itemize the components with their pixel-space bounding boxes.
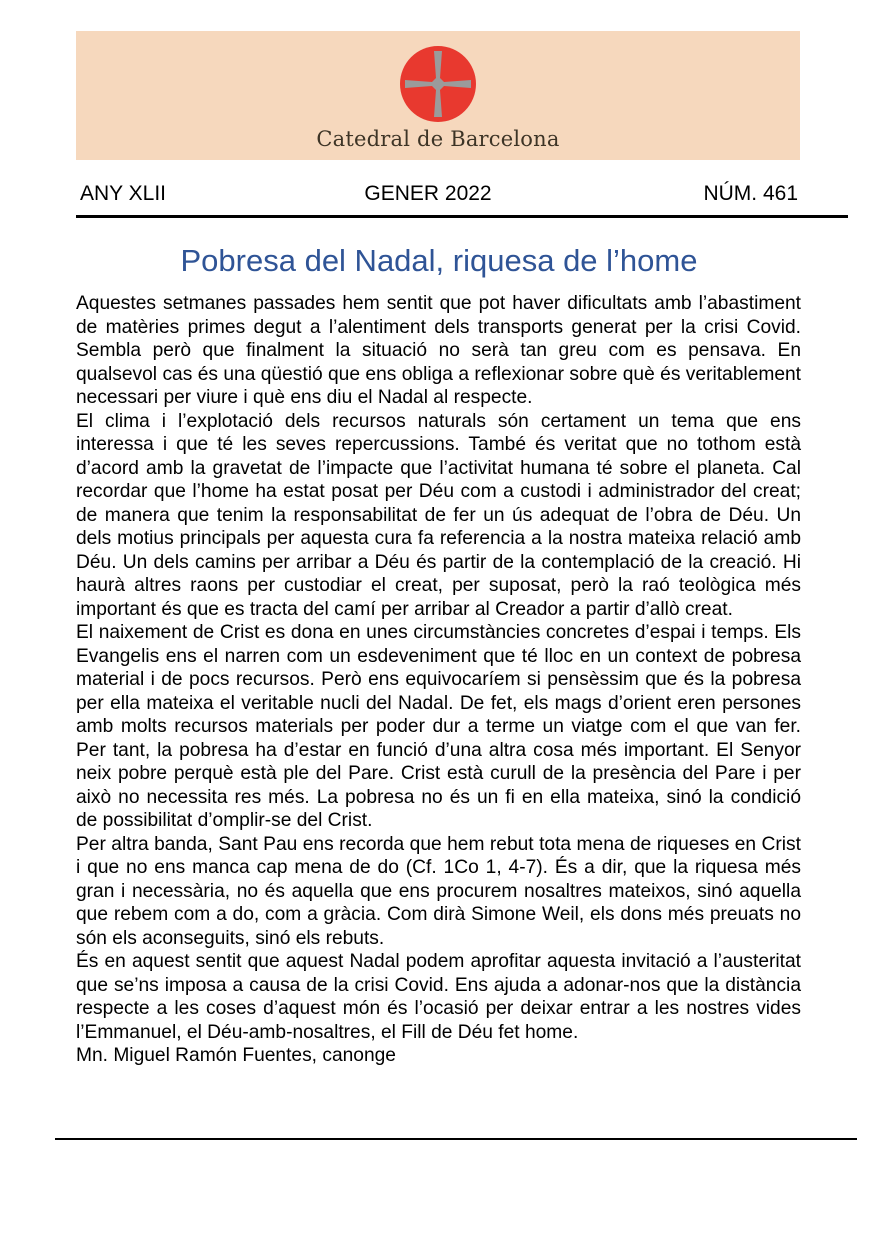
article-paragraph: Aquestes setmanes passades hem sentit que pot haver dificultats amb l’abastiment de matèries primes degut a l’alentiment dels transports generat per la crisi Covid. Sembla però que finalment la situació no serà tan greu com es pensava. En qualsevol cas és una qüestió que ens obliga a reflexionar sobre què és veritablement necessari per viure i què ens diu el Nadal al respecte. xyxy=(76,293,801,408)
banner-title: Catedral de Barcelona xyxy=(316,127,560,151)
article-title: Pobresa del Nadal, riquesa de l’home xyxy=(180,243,698,278)
footer-divider xyxy=(55,1138,857,1140)
author-signature: Mn. Miguel Ramón Fuentes, canonge xyxy=(76,1045,396,1066)
volume-year: ANY XLII xyxy=(80,182,166,205)
article-body xyxy=(76,292,801,1068)
article-paragraph: El naixement de Crist es dona en unes circumstàncies concretes d’espai i temps. Els Evangelis ens el narren com un esdeveniment que té lloc en un context de pobresa material i de pocs recursos. Però ens equivocaríem si pensèssim que és la pobresa per ella mateixa el veritable nucli del Nadal. De fet, els mags d’orient eren persones amb molts recursos materials per poder dur a terme un viatge com el que van fer. Per tant, la pobresa ha d’estar en funció d’una altra cosa més important. El Senyor neix pobre perquè està ple del Pare. Crist està curull de la presència del Pare i per això no necessita res més. La pobresa no és un fi en ella mateixa, sinó la condició de possibilitat d’omplir-se del Crist. xyxy=(76,622,801,831)
issue-number: NÚM. 461 xyxy=(703,182,798,205)
article-paragraph: Per altra banda, Sant Pau ens recorda que hem rebut tota mena de riqueses en Crist i que no ens manca cap mena de do (Cf. 1Co 1, 4-7). És a dir, que la riquesa més gran i necessària, no és aquella que ens procurem nosaltres mateixos, sinó aquella que rebem com a do, com a gràcia. Com dirà Simone Weil, els dons més preuats no són els aconseguits, sinó els rebuts. xyxy=(76,833,801,949)
issue-date: GENER 2022 xyxy=(364,182,492,205)
header-divider xyxy=(76,215,848,218)
article-paragraph: El clima i l’explotació dels recursos naturals són certament un tema que ens interessa i que té les seves repercussions. També és veritat que no tothom està d’acord amb la gravetat de l’impacte que l’activitat humana té sobre el planeta. Cal recordar que l’home ha estat posat per Déu com a custodi i administrador del creat; de manera que tenim la responsabilitat de fer un ús adequat de l’obra de Déu. Un dels motius principals per aquesta cura fa referencia a la nostra mateixa relació amb Déu. Un dels camins per arribar a Déu és partir de la contemplació de la creació. Hi haurà altres raons per custodiar el creat, per suposat, però la raó teològica més important és que es tracta del camí per arribar al Creador a partir d’allò creat. xyxy=(76,410,801,620)
article-paragraph: És en aquest sentit que aquest Nadal podem aprofitar aquesta invitació a l’austeritat que se’ns imposa a causa de la crisi Covid. Ens ajuda a adonar-nos que la distància respecte a les coses d’aquest món és l’ocasió per deixar entrar a les nostres vides l’Emmanuel, el Déu-amb-nosaltres, el Fill de Déu fet home. xyxy=(76,951,801,1043)
cathedral-emblem-icon xyxy=(399,45,477,123)
